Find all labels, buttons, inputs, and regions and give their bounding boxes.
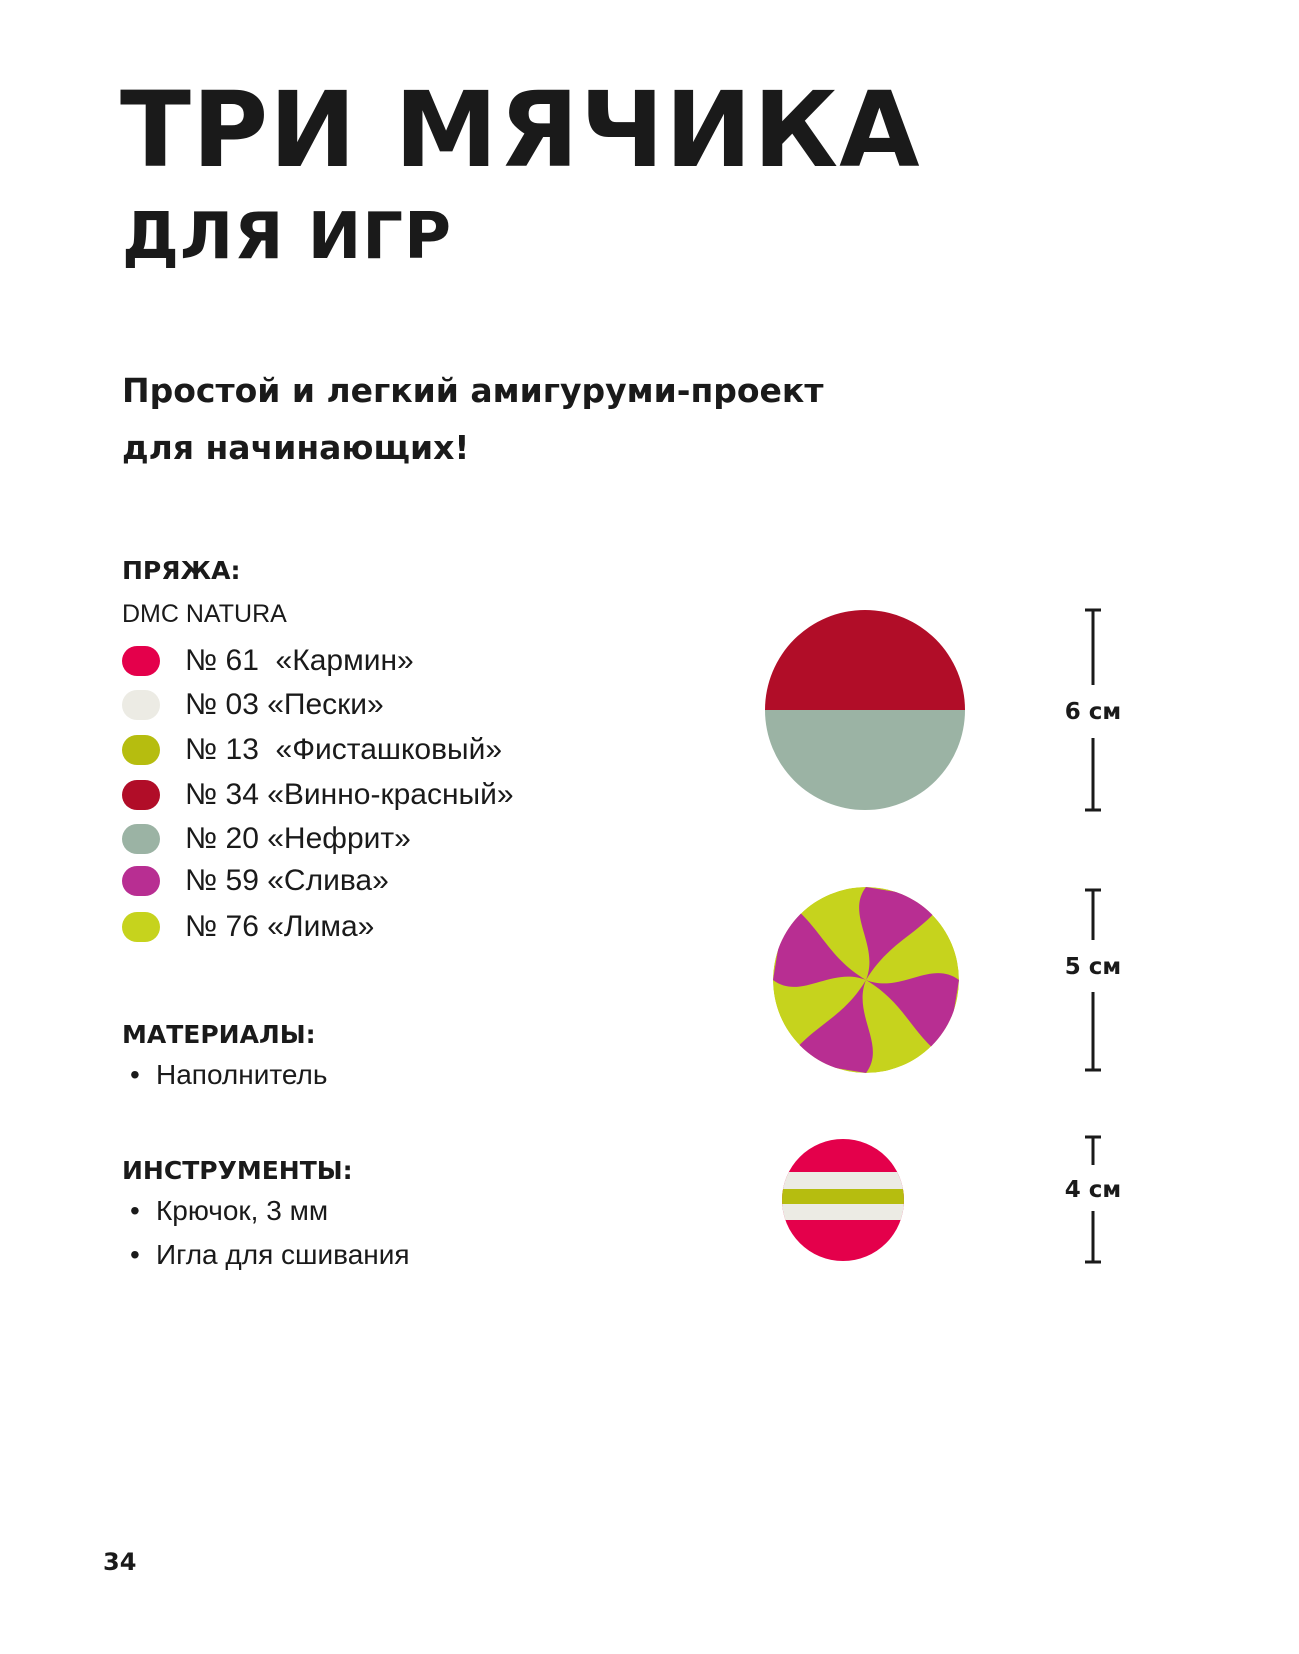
yarn-label: № 61 «Кармин»: [185, 644, 414, 677]
yarn-label: № 20 «Нефрит»: [185, 822, 411, 855]
yarn-item: [122, 906, 622, 946]
tools-item: [130, 1238, 410, 1272]
ball-medium: [773, 887, 959, 1073]
yarn-label: № 76 «Лима»: [185, 910, 375, 943]
yarn-swatch: [122, 824, 160, 854]
yarn-item: [122, 684, 622, 724]
materials-item-label: Наполнитель: [156, 1059, 328, 1090]
yarn-item: [122, 640, 622, 680]
ball-small-stripe: [782, 1189, 904, 1204]
project-description: [122, 362, 882, 476]
yarn-swatch: [122, 735, 160, 765]
ball-large: [765, 610, 965, 810]
tools-item: [130, 1194, 328, 1228]
yarn-item: [122, 729, 622, 769]
size-label-medium: 5 см: [1064, 954, 1122, 980]
tools-heading: ИНСТРУМЕНТЫ:: [122, 1156, 353, 1185]
yarn-swatch: [122, 912, 160, 942]
page-title-sub: ДЛЯ ИГР: [122, 200, 452, 274]
size-label-small: 4 см: [1064, 1177, 1122, 1203]
dimension-marker-medium: [1085, 890, 1101, 1070]
yarn-label: № 13 «Фисташковый»: [185, 733, 503, 766]
ball-large-top: [765, 610, 965, 710]
yarn-item: [122, 818, 622, 858]
yarn-swatch: [122, 780, 160, 810]
yarn-label: № 03 «Пески»: [185, 688, 384, 721]
tools-item-label: Крючок, 3 мм: [156, 1195, 329, 1226]
materials-heading: МАТЕРИАЛЫ:: [122, 1020, 316, 1049]
yarn-label: № 34 «Винно-красный»: [185, 778, 514, 811]
yarn-heading: ПРЯЖА:: [122, 556, 241, 585]
yarn-item: [122, 860, 622, 900]
ball-large-bottom: [765, 710, 965, 810]
tools-item-label: Игла для сшивания: [156, 1239, 410, 1270]
yarn-label: № 59 «Слива»: [185, 864, 389, 897]
yarn-swatch: [122, 690, 160, 720]
yarn-item: [122, 774, 622, 814]
size-label-large: 6 см: [1064, 699, 1122, 725]
project-description-line-2: для начинающих!: [122, 428, 470, 467]
materials-item: [130, 1058, 327, 1092]
balls-illustration: [740, 600, 1180, 1300]
ball-small: [782, 1139, 904, 1261]
yarn-swatch: [122, 866, 160, 896]
yarn-brand: DMC NATURA: [122, 600, 287, 628]
ball-small-stripe: [782, 1172, 904, 1189]
page-number: 34: [103, 1548, 137, 1576]
bullet: •: [130, 1239, 140, 1270]
project-description-line-1: Простой и легкий амигуруми-проект: [122, 371, 824, 410]
bullet: •: [130, 1059, 140, 1090]
bullet: •: [130, 1195, 140, 1226]
yarn-swatch: [122, 646, 160, 676]
page-title: ТРИ МЯЧИКА: [120, 69, 921, 191]
ball-small-stripe: [782, 1204, 904, 1220]
